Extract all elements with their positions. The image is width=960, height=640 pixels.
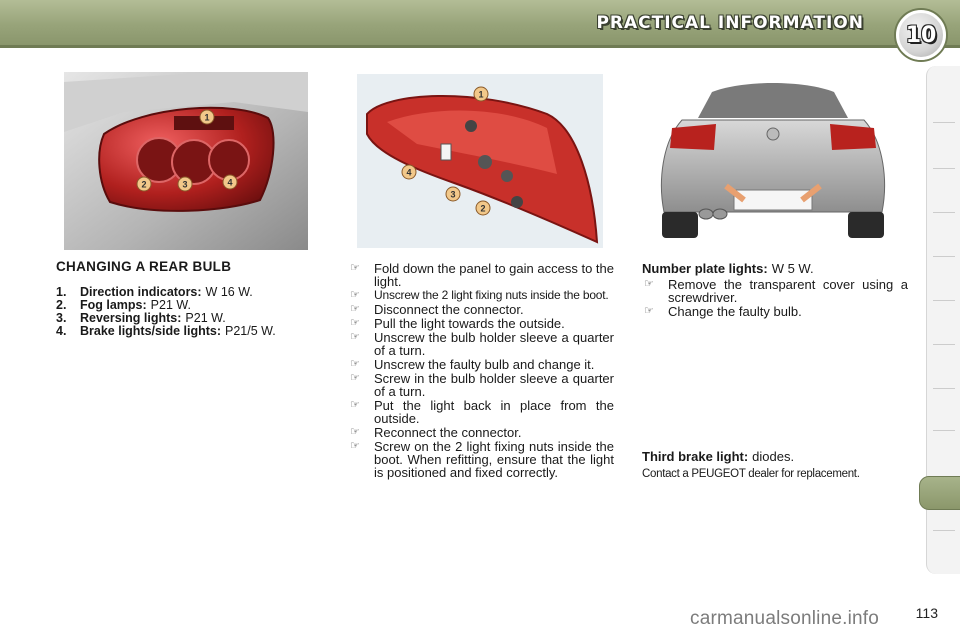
callout-4: 4 — [227, 177, 233, 188]
chapter-tab[interactable] — [933, 212, 955, 213]
step-text: Remove the transparent cover using a screwdriver. — [668, 277, 908, 305]
procedure-step-list — [348, 262, 614, 479]
hand-pointer-icon: ☞ — [350, 372, 360, 384]
chapter-tab[interactable] — [933, 256, 955, 257]
spec-name: Reversing lights: — [80, 311, 182, 325]
bulb-spec-list — [56, 286, 326, 338]
page-number: 113 — [915, 605, 938, 621]
spec-value: W 16 W. — [205, 285, 253, 299]
number-plate-label: Number plate lights: — [642, 261, 768, 276]
chapter-tab[interactable] — [933, 388, 955, 389]
spec-name: Fog lamps: — [80, 298, 147, 312]
step-text: Reconnect the connector. — [374, 425, 522, 440]
procedure-step — [348, 399, 614, 425]
spec-number: 4. — [56, 324, 67, 338]
hand-pointer-icon: ☞ — [644, 278, 654, 290]
procedure-step — [642, 305, 908, 318]
procedure-step — [348, 372, 614, 398]
procedure-step — [348, 262, 614, 288]
step-text: Unscrew the faulty bulb and change it. — [374, 357, 595, 372]
chapter-title: PRACTICAL INFORMATION — [596, 13, 864, 33]
third-brake-value: diodes. — [752, 449, 795, 464]
procedure-step — [348, 317, 614, 330]
hand-pointer-icon: ☞ — [350, 289, 360, 301]
procedure-step — [348, 426, 614, 439]
spec-value: P21/5 W. — [225, 324, 276, 338]
number-plate-spec — [642, 262, 908, 275]
spec-value: P21 W. — [185, 311, 226, 325]
step-text: Unscrew the bulb holder sleeve a quarter of a turn. — [374, 330, 614, 358]
chapter-number-badge — [896, 10, 946, 60]
number-plate-column — [642, 262, 908, 319]
procedure-step — [348, 440, 614, 479]
hand-pointer-icon: ☞ — [350, 303, 360, 315]
procedure-step — [348, 358, 614, 371]
callout-1: 1 — [204, 112, 210, 123]
callout-2: 2 — [141, 179, 147, 190]
car-rear-view-photo — [652, 72, 894, 250]
hand-pointer-icon: ☞ — [350, 426, 360, 438]
chapter-tab[interactable] — [933, 530, 955, 531]
spec-value: P21 W. — [150, 298, 191, 312]
chapter-tab[interactable] — [933, 344, 955, 345]
number-plate-step-list — [642, 278, 908, 318]
callout-2: 2 — [480, 203, 486, 214]
procedure-step — [348, 331, 614, 357]
procedure-steps-column — [348, 262, 614, 480]
dealer-note: Contact a PEUGEOT dealer for replacement. — [642, 468, 860, 480]
callout-3: 3 — [450, 189, 456, 200]
hand-pointer-icon: ☞ — [350, 399, 360, 411]
hand-pointer-icon: ☞ — [644, 305, 654, 317]
step-text: Unscrew the 2 light fixing nuts inside the boot. — [374, 288, 609, 302]
procedure-step — [348, 303, 614, 316]
spec-number: 3. — [56, 311, 67, 325]
third-brake-light-section — [642, 449, 912, 480]
hand-pointer-icon: ☞ — [350, 440, 360, 452]
step-text: Put the light back in place from the outside. — [374, 398, 614, 426]
hand-pointer-icon: ☞ — [350, 262, 360, 274]
step-text: Change the faulty bulb. — [668, 304, 802, 319]
spec-number: 1. — [56, 285, 67, 299]
hand-pointer-icon: ☞ — [350, 358, 360, 370]
chapter-tabs — [926, 66, 960, 574]
bulb-specs-column — [56, 260, 326, 338]
procedure-step — [348, 289, 614, 302]
removed-light-unit-photo — [357, 74, 603, 248]
step-text: Screw in the bulb holder sleeve a quarter of a turn. — [374, 371, 614, 399]
chapter-tab[interactable] — [933, 300, 955, 301]
chapter-tab[interactable] — [933, 168, 955, 169]
chapter-tab-active[interactable] — [919, 476, 960, 510]
callout-3: 3 — [182, 179, 188, 190]
procedure-step — [642, 278, 908, 304]
number-plate-value: W 5 W. — [771, 261, 814, 276]
chapter-tab[interactable] — [933, 122, 955, 123]
callout-1: 1 — [478, 89, 484, 100]
watermark: carmanualsonline.info — [690, 608, 880, 629]
header-band — [0, 0, 960, 48]
section-title: CHANGING A REAR BULB — [56, 259, 232, 274]
step-text: Screw on the 2 light fixing nuts inside the boot. When refitting, ensure that the light is positioned and fixed correctly. — [374, 439, 614, 480]
chapter-number: 10 — [905, 22, 937, 48]
rear-light-on-car-photo — [64, 72, 308, 250]
spec-name: Brake lights/side lights: — [80, 324, 222, 338]
third-brake-spec — [642, 449, 912, 464]
hand-pointer-icon: ☞ — [350, 331, 360, 343]
spec-item — [56, 325, 326, 338]
third-brake-label: Third brake light: — [642, 449, 749, 464]
step-text: Disconnect the connector. — [374, 302, 524, 317]
spec-number: 2. — [56, 298, 67, 312]
step-text: Fold down the panel to gain access to the light. — [374, 261, 614, 289]
chapter-tab[interactable] — [933, 430, 955, 431]
hand-pointer-icon: ☞ — [350, 317, 360, 329]
step-text: Pull the light towards the outside. — [374, 316, 565, 331]
callout-4: 4 — [406, 167, 412, 178]
spec-name: Direction indicators: — [80, 285, 202, 299]
